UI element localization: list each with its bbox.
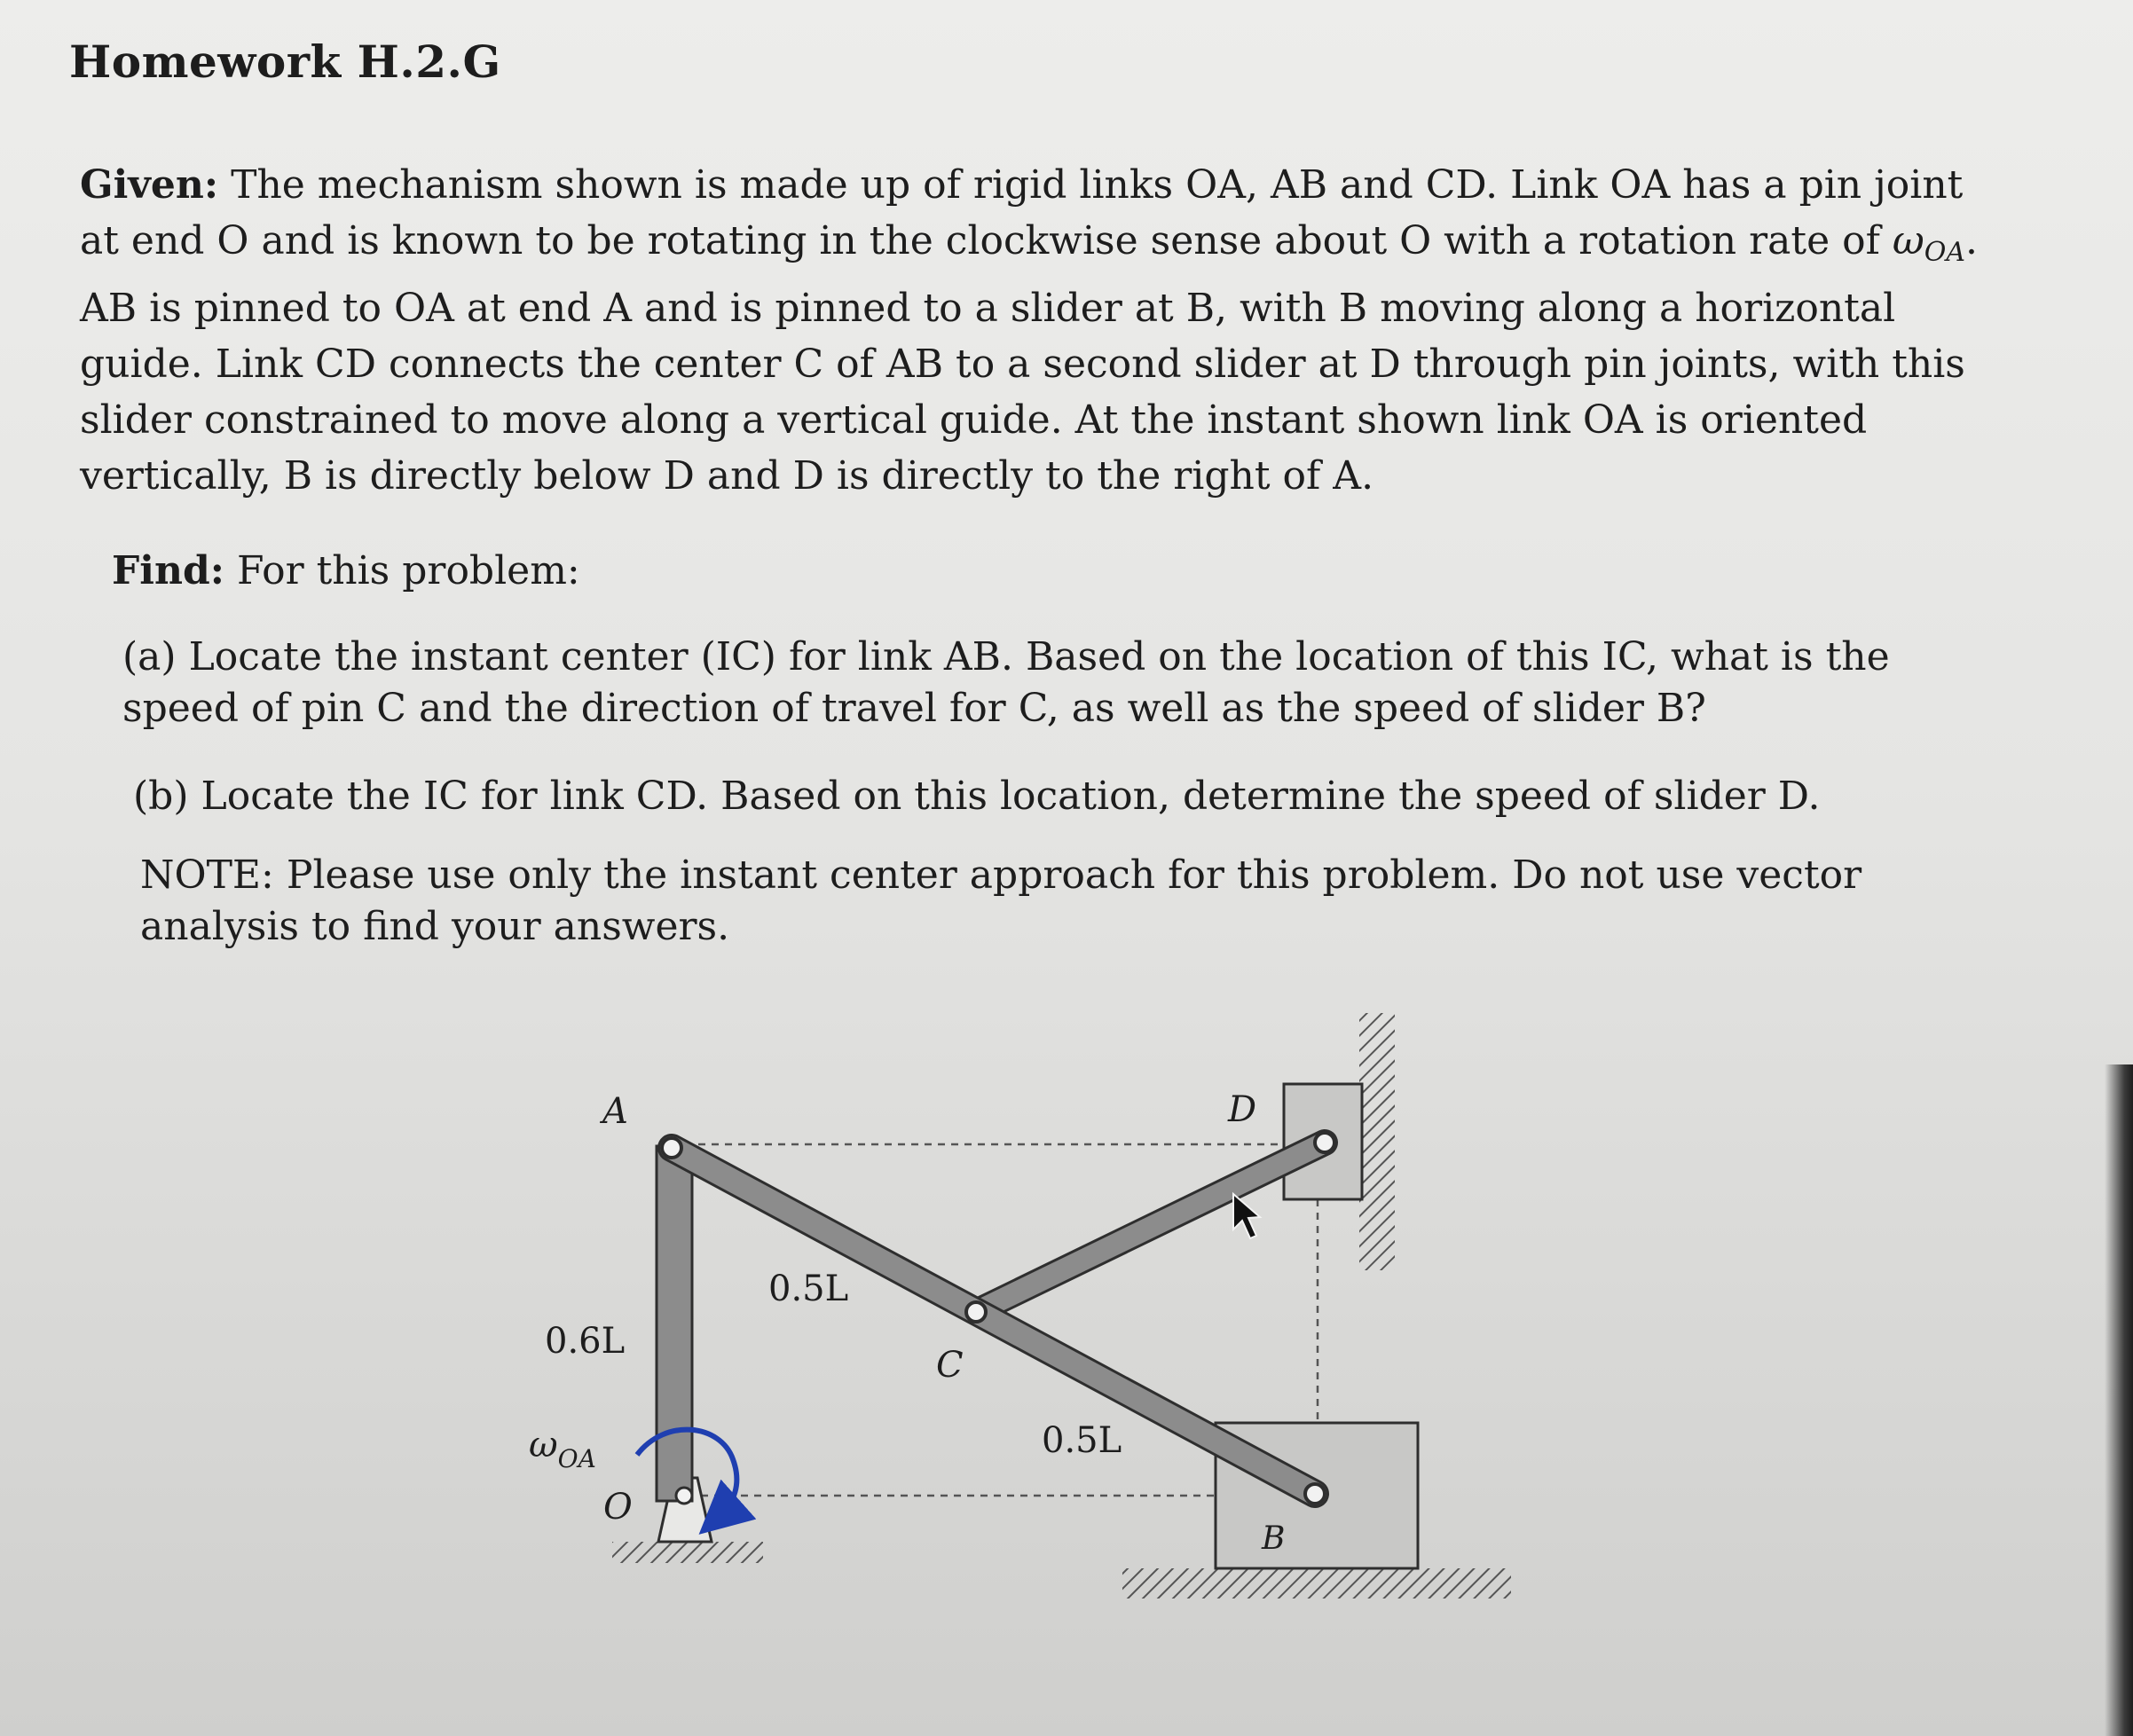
label-c: C <box>936 1345 964 1386</box>
label-b: B <box>1262 1520 1286 1557</box>
given-text-after: . AB is pinned to OA at end A and is pinned to a slider at B, with B moving along a horizontal guide. Link CD connects the center C of AB to a second slider at D through pin joints, with this slider constrained to move along a vertical guide. At the instant shown link OA is oriented vertically, B is directly below D and D is directly to the right of A. <box>80 218 1979 499</box>
given-label: Given: <box>80 162 219 208</box>
label-omega-symbol: ω <box>529 1425 558 1465</box>
label-d: D <box>1228 1089 1257 1130</box>
omega-symbol: ω <box>1892 218 1924 263</box>
note-paragraph: NOTE: Please use only the instant center approach for this problem. Do not use vector analysis to find your answers. <box>140 852 1862 949</box>
pin-o <box>676 1488 692 1504</box>
item-b-text: Locate the IC for link CD. Based on this location, determine the speed of slider D. <box>201 774 1821 819</box>
find-label: Find: <box>112 548 224 593</box>
omega-subscript: OA <box>1924 237 1966 268</box>
item-a-text: Locate the instant center (IC) for link AB. Based on the location of this IC, what is the speed of pin C and the direction of travel for C, as well as the speed of slider B? <box>122 634 1890 731</box>
pin-a <box>662 1138 681 1158</box>
label-len-cb: 0.5L <box>1042 1420 1122 1461</box>
label-len-ac: 0.5L <box>768 1269 849 1309</box>
link-oa <box>657 1146 692 1501</box>
label-a: A <box>602 1091 628 1132</box>
mouse-cursor-icon <box>1233 1194 1260 1238</box>
link-cd <box>976 1143 1325 1312</box>
item-b-marker: (b) <box>133 774 189 819</box>
wall-hatch-d <box>1359 1013 1395 1270</box>
label-o: O <box>603 1487 633 1528</box>
pin-b <box>1305 1484 1325 1504</box>
pin-d <box>1315 1133 1334 1152</box>
label-len-oa: 0.6L <box>545 1321 626 1362</box>
label-omega-sub: OA <box>557 1444 596 1473</box>
ground-hatch-o <box>612 1542 763 1563</box>
ground-hatch-b <box>1122 1568 1511 1599</box>
pin-c <box>966 1302 986 1322</box>
page-title: Homework H.2.G <box>69 35 501 88</box>
given-text: The mechanism shown is made up of rigid links OA, AB and CD. Link OA has a pin joint at end O and is known to be rotating in the clockwise sense about O with a rotation rate of <box>80 162 1964 263</box>
find-text: For this problem: <box>236 548 580 593</box>
label-omega <box>529 1425 596 1473</box>
screen-edge <box>2105 1064 2133 1736</box>
item-a-marker: (a) <box>122 634 177 679</box>
